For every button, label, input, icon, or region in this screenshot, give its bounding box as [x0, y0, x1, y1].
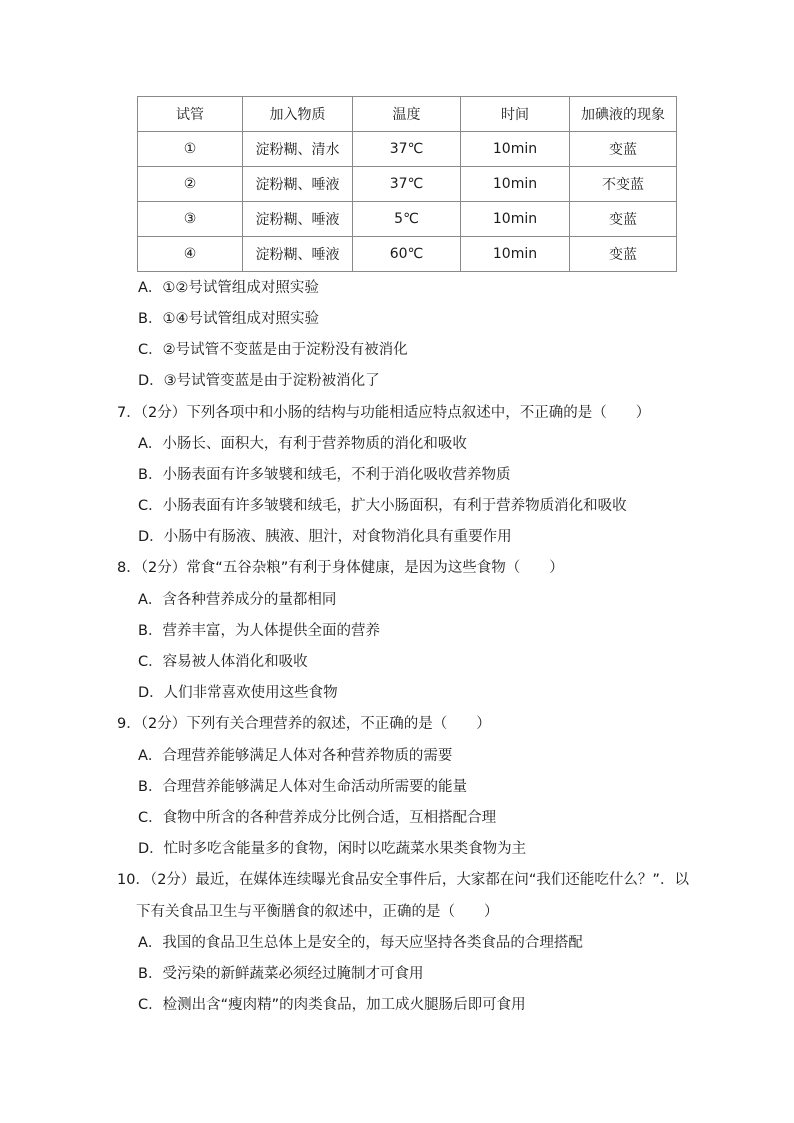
- table-header-cell: 加碘液的现象: [570, 97, 677, 132]
- table-row: [138, 132, 677, 167]
- table-header-cell: 温度: [353, 97, 461, 132]
- q8-option-b: B．营养丰富，为人体提供全面的营养: [138, 623, 380, 639]
- q6-option-c: C．②号试管不变蓝是由于淀粉没有被消化: [138, 342, 408, 358]
- table-header-row: [138, 97, 677, 132]
- q8-stem: 8．（2分）常食“五谷杂粮”有利于身体健康，是因为这些食物（ ）: [117, 560, 564, 576]
- q10-stem-continued: 下有关食品卫生与平衡膳食的叙述中，正确的是（ ）: [136, 904, 499, 920]
- table-cell: 37℃: [353, 132, 461, 167]
- table-cell: 10min: [461, 167, 570, 202]
- table-cell: 淀粉糊、唾液: [243, 237, 353, 272]
- table-cell: ②: [138, 167, 243, 202]
- q10-option-b: B．受污染的新鲜蔬菜必须经过腌制才可食用: [138, 966, 424, 982]
- experiment-table: [137, 96, 677, 272]
- table-cell: ①: [138, 132, 243, 167]
- table-cell: 淀粉糊、唾液: [243, 202, 353, 237]
- table-row: [138, 202, 677, 237]
- q7-option-a: A．小肠长、面积大，有利于营养物质的消化和吸收: [138, 436, 467, 452]
- q10-option-a: A．我国的食品卫生总体上是安全的，每天应坚持各类食品的合理搭配: [138, 935, 583, 951]
- table-cell: ④: [138, 237, 243, 272]
- table-row: [138, 237, 677, 272]
- q7-option-d: D．小肠中有肠液、胰液、胆汁，对食物消化具有重要作用: [138, 529, 512, 545]
- table-row: [138, 167, 677, 202]
- q9-option-c: C．食物中所含的各种营养成分比例合适，互相搭配合理: [138, 810, 497, 826]
- table-cell: 10min: [461, 132, 570, 167]
- table-cell: 淀粉糊、清水: [243, 132, 353, 167]
- q10-option-c: C．检测出含“瘦肉精”的肉类食品，加工成火腿肠后即可食用: [138, 997, 526, 1013]
- table-header-cell: 时间: [461, 97, 570, 132]
- q7-option-c: C．小肠表面有许多皱襞和绒毛，扩大小肠面积，有利于营养物质消化和吸收: [138, 498, 627, 514]
- table-cell: 淀粉糊、唾液: [243, 167, 353, 202]
- q8-option-a: A．含各种营养成分的量都相同: [138, 592, 337, 608]
- table-cell: 变蓝: [570, 132, 677, 167]
- q10-stem: 10．（2分）最近，在媒体连续曝光食品安全事件后，大家都在问“我们还能吃什么？”．以: [117, 872, 689, 888]
- table-cell: 10min: [461, 237, 570, 272]
- table-cell: 变蓝: [570, 202, 677, 237]
- table-cell: 变蓝: [570, 237, 677, 272]
- q7-stem: 7．（2分）下列各项中和小肠的结构与功能相适应特点叙述中，不正确的是（ ）: [117, 405, 651, 421]
- table-cell: 60℃: [353, 237, 461, 272]
- q6-option-a: A．①②号试管组成对照实验: [138, 280, 319, 296]
- q8-option-c: C．容易被人体消化和吸收: [138, 654, 308, 670]
- q7-option-b: B．小肠表面有许多皱襞和绒毛，不利于消化吸收营养物质: [138, 467, 511, 483]
- q6-option-d: D．③号试管变蓝是由于淀粉被消化了: [138, 373, 380, 389]
- table-cell: 37℃: [353, 167, 461, 202]
- q9-stem: 9．（2分）下列有关合理营养的叙述，不正确的是（ ）: [117, 716, 491, 732]
- table-cell: 5℃: [353, 202, 461, 237]
- table-cell: ③: [138, 202, 243, 237]
- q9-option-a: A．合理营养能够满足人体对各种营养物质的需要: [138, 748, 453, 764]
- table-header-cell: 试管: [138, 97, 243, 132]
- table-cell: 10min: [461, 202, 570, 237]
- q9-option-b: B．合理营养能够满足人体对生命活动所需要的能量: [138, 779, 467, 795]
- q8-option-d: D．人们非常喜欢使用这些食物: [138, 685, 338, 701]
- table-header-cell: 加入物质: [243, 97, 353, 132]
- table-cell: 不变蓝: [570, 167, 677, 202]
- q6-option-b: B．①④号试管组成对照实验: [138, 311, 319, 327]
- q9-option-d: D．忙时多吃含能量多的食物，闲时以吃蔬菜水果类食物为主: [138, 841, 527, 857]
